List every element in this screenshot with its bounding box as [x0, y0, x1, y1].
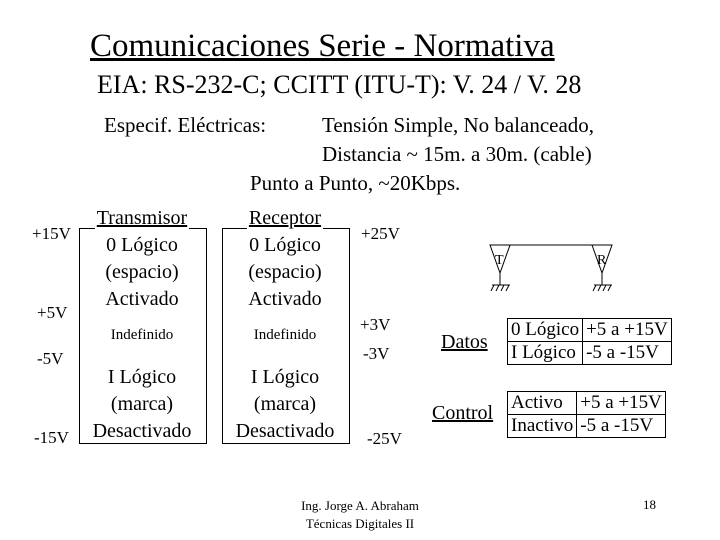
level-plus-15v: +15V	[32, 224, 71, 243]
spec-line-1: Tensión Simple, No balanceado,	[322, 113, 595, 137]
level-minus-15v: -15V	[34, 428, 69, 447]
control-table	[507, 391, 666, 438]
receiver-zero-logic: 0 Lógico (espacio) Activado	[248, 234, 322, 310]
transmitter-undefined: Indefinido	[110, 327, 174, 343]
level-plus-25v: +25V	[361, 224, 400, 243]
transmitter-header: Transmisor	[95, 205, 189, 232]
t-label: T	[495, 253, 504, 268]
spec-label: Especif. Eléctricas:	[104, 113, 267, 137]
page-number: 18	[643, 497, 656, 512]
table-row: Activo +5 a +15V	[508, 392, 666, 415]
level-minus-25v: -25V	[367, 429, 402, 448]
receiver-one-logic: I Lógico (marca) Desactivado	[235, 366, 335, 442]
datos-table	[507, 318, 672, 365]
control-label: Control	[432, 402, 494, 424]
footer-author: Ing. Jorge A. Abraham	[301, 498, 419, 513]
spec-line-2: Distancia ~ 15m. a 30m. (cable)	[322, 142, 592, 166]
table-row: I Lógico -5 a -15V	[508, 342, 672, 365]
page-title: Comunicaciones Serie - Normativa	[90, 28, 555, 64]
transmitter-zero-logic: 0 Lógico (espacio) Activado	[105, 234, 179, 310]
r-label: R	[597, 253, 607, 268]
spec-line-3: Punto a Punto, ~20Kbps.	[250, 171, 461, 195]
footer-credits	[280, 497, 440, 533]
table-row: Inactivo -5 a -15V	[508, 415, 666, 438]
table-row: 0 Lógico +5 a +15V	[508, 319, 672, 342]
level-minus-3v: -3V	[363, 344, 390, 363]
level-plus-3v: +3V	[360, 315, 391, 334]
transmitter-one-logic: I Lógico (marca) Desactivado	[92, 366, 192, 442]
receiver-undefined: Indefinido	[253, 327, 317, 343]
datos-label: Datos	[441, 331, 488, 353]
level-plus-5v: +5V	[37, 303, 68, 322]
level-minus-5v: -5V	[37, 349, 64, 368]
footer-course: Técnicas Digitales II	[305, 516, 415, 531]
page-subtitle: EIA: RS-232-C; CCITT (ITU-T): V. 24 / V. 28	[97, 70, 582, 99]
receiver-header: Receptor	[247, 205, 323, 232]
